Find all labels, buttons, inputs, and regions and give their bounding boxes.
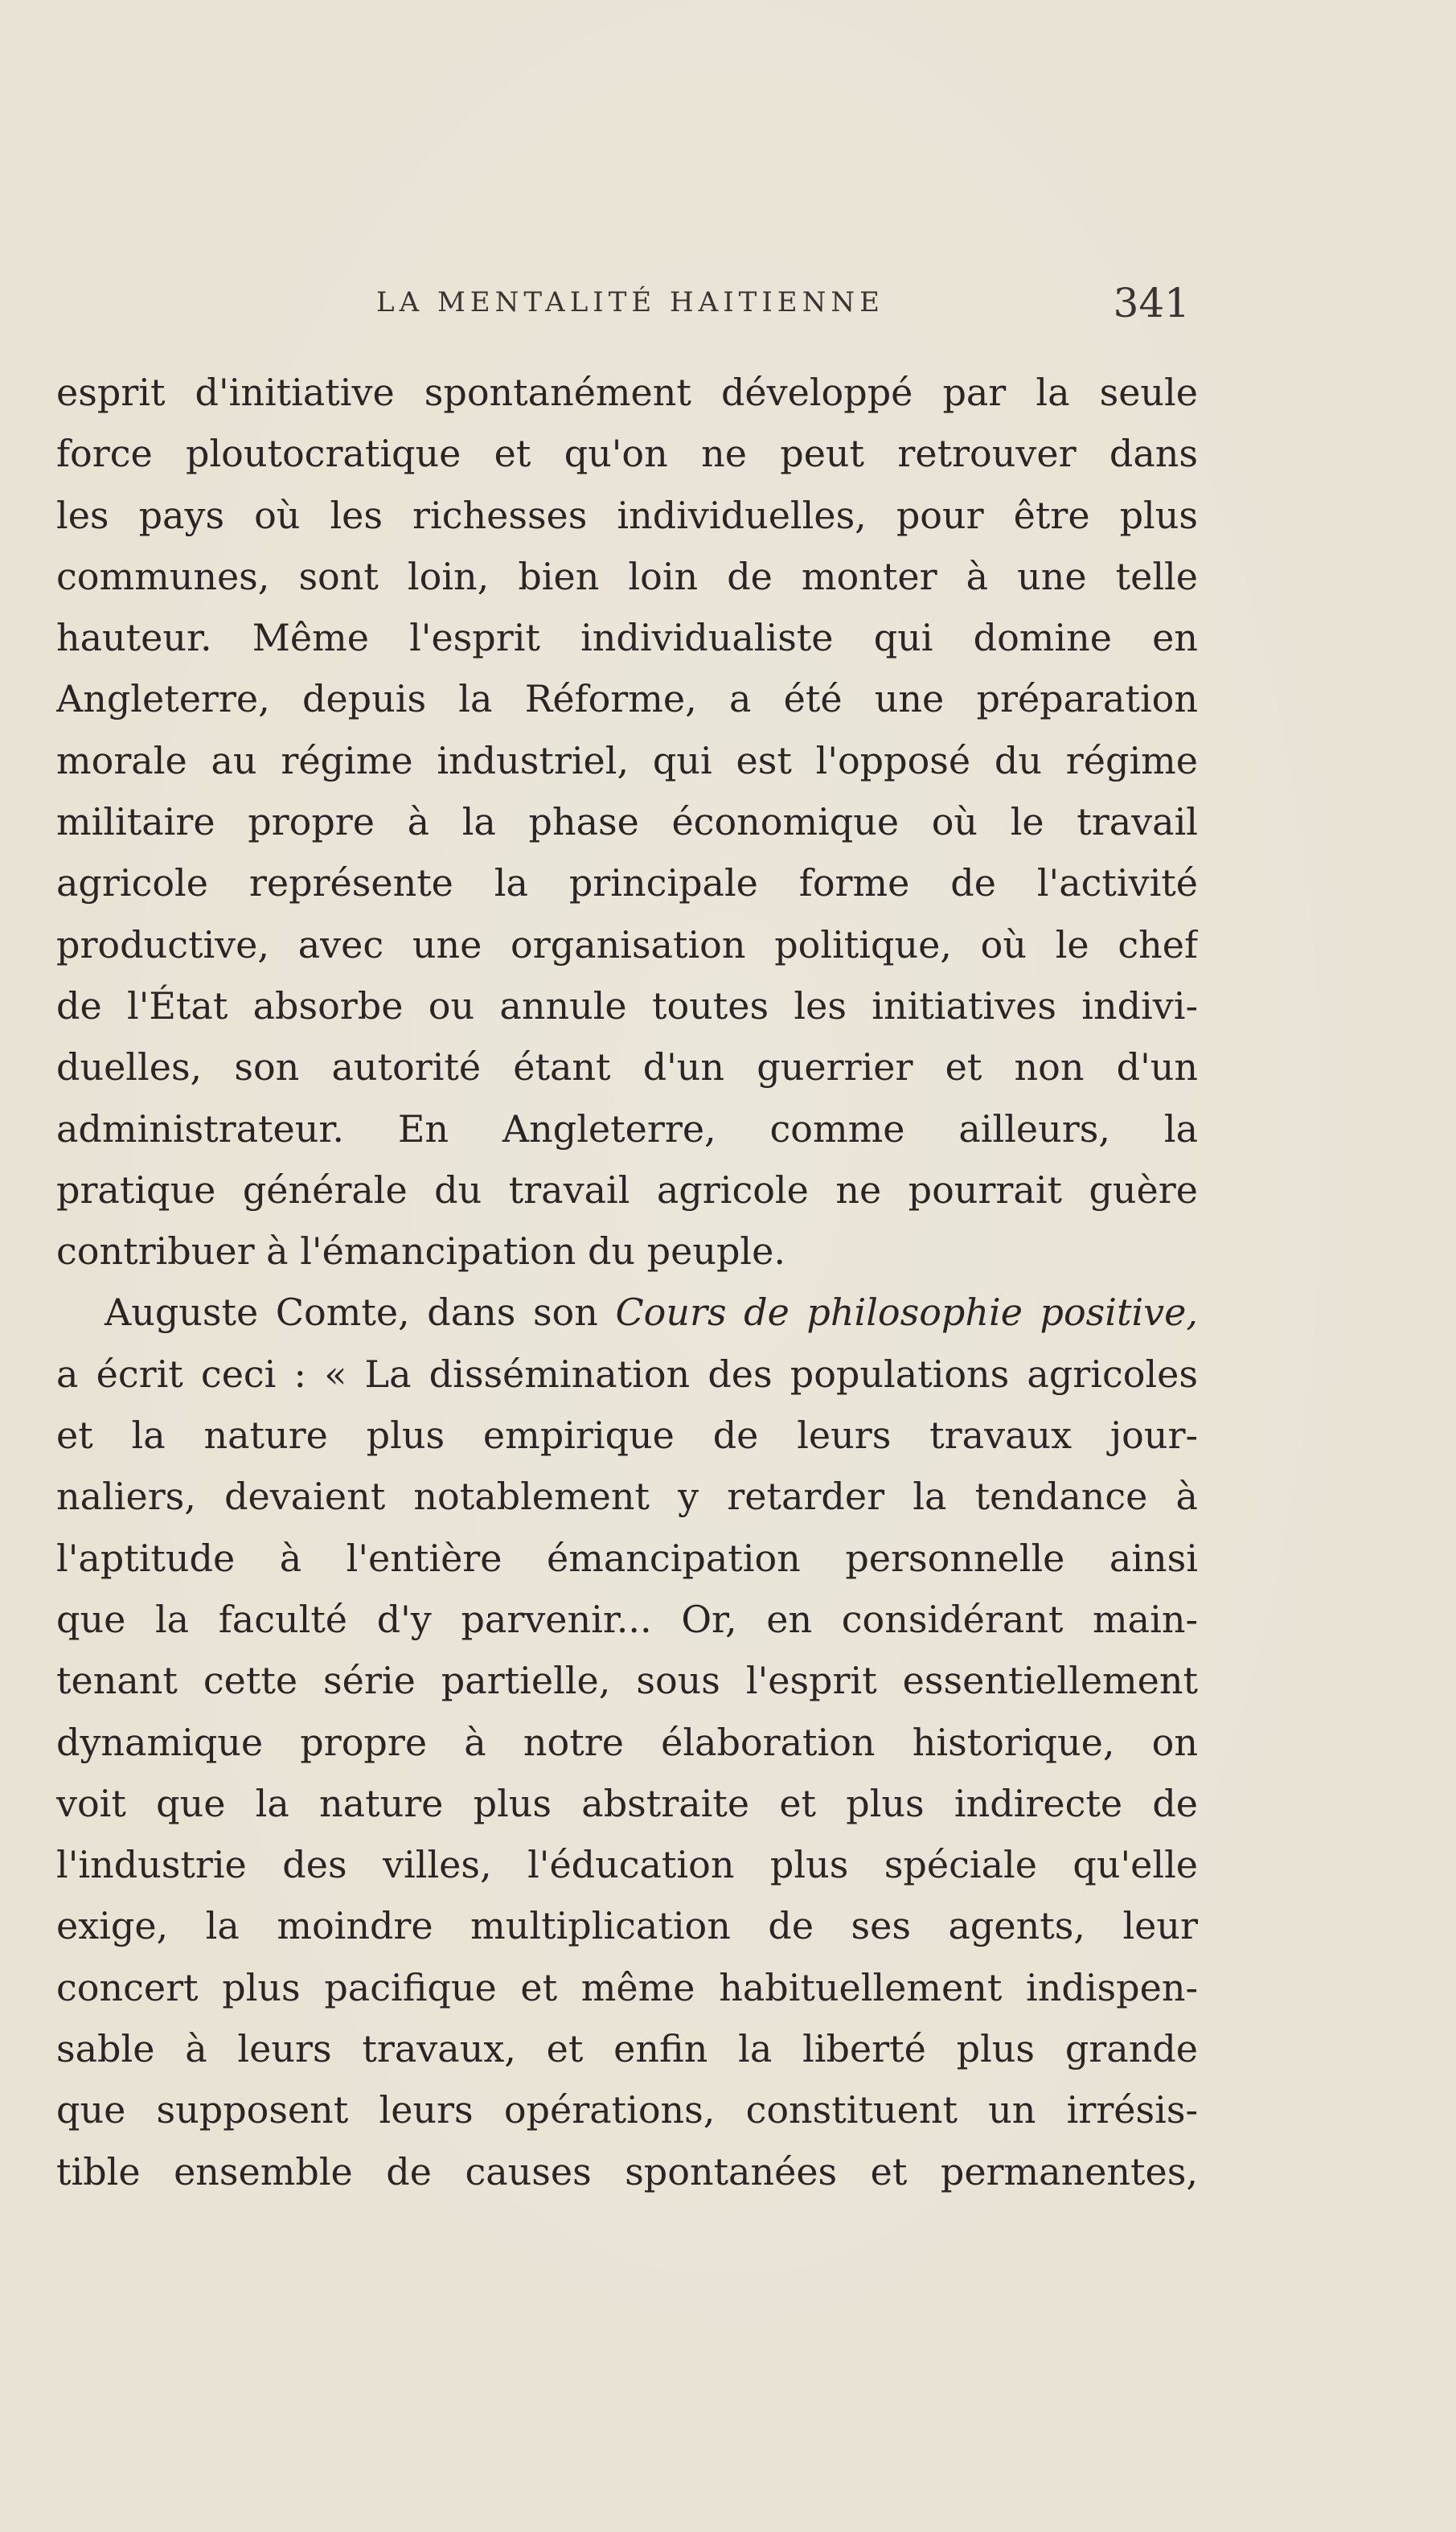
paragraph-1 — [56, 362, 1198, 1282]
page-header — [376, 280, 1190, 328]
text-line: exige, la moindre multiplication de ses agents, leur — [56, 1904, 1198, 1948]
text-line: de l'État absorbe ou annule toutes les initiatives indivi- — [56, 983, 1198, 1028]
text-run: Auguste Comte, dans son — [105, 1291, 616, 1335]
text-line: duelles, son autorité étant d'un guerrier et non d'un — [56, 1045, 1198, 1090]
text-line: que la faculté d'y parvenir... Or, en considérant main- — [56, 1597, 1198, 1641]
text-line: administrateur. En Angleterre, comme ailleurs, la — [56, 1106, 1198, 1151]
text-line: productive, avec une organisation politique, où le chef — [56, 922, 1198, 966]
text-line: naliers, devaient notablement y retarder la tendance à — [56, 1475, 1198, 1519]
paragraph-2 — [56, 1282, 1198, 2202]
text-line: que supposent leurs opérations, constituent un irrésis- — [56, 2088, 1198, 2132]
text-line: l'aptitude à l'entière émancipation personnelle ainsi — [56, 1536, 1198, 1580]
text-line: esprit d'initiative spontanément développé par la seule — [56, 371, 1198, 414]
text-line: force ploutocratique et qu'on ne peut retrouver dans — [56, 432, 1198, 476]
text-line: communes, sont loin, bien loin de monter à une telle — [56, 554, 1198, 598]
text-line: et la nature plus empirique de leurs travaux jour- — [56, 1414, 1198, 1458]
text-line: l'industrie des villes, l'éducation plus spéciale qu'elle — [56, 1843, 1198, 1887]
text-line: agricole représente la principale forme de l'activité — [56, 861, 1198, 905]
text-line: les pays où les richesses individuelles, pour être plus — [56, 493, 1198, 537]
body-text — [56, 362, 1198, 2202]
text-line: hauteur. Même l'esprit individualiste qui domine en — [56, 616, 1198, 660]
text-line: voit que la nature plus abstraite et plus indirecte de — [56, 1781, 1198, 1825]
text-line: contribuer à l'émancipation du peuple. — [56, 1229, 785, 1274]
text-line: a écrit ceci : « La dissémination des populations agricoles — [56, 1352, 1198, 1396]
text-line: dynamique propre à notre élaboration historique, on — [56, 1720, 1198, 1764]
running-title: LA MENTALITÉ HAITIENNE — [376, 286, 884, 318]
text-line: Angleterre, depuis la Réforme, a été une préparation — [56, 677, 1198, 721]
text-line: pratique générale du travail agricole ne pourrait guère — [56, 1168, 1198, 1212]
text-line: militaire propre à la phase économique où le travail — [56, 800, 1198, 844]
text-line: tenant cette série partielle, sous l'esprit essentiellement — [56, 1659, 1198, 1703]
text-line: tible ensemble de causes spontanées et permanentes, — [56, 2149, 1198, 2193]
text-line: morale au régime industriel, qui est l'opposé du régime — [56, 738, 1198, 782]
text-line: concert plus pacifique et même habituellement indispen- — [56, 1965, 1198, 2009]
book-title: Cours de philosophie positive, — [615, 1291, 1198, 1335]
text-line: sable à leurs travaux, et enfin la liberté plus grande — [56, 2027, 1198, 2071]
text-line — [56, 1282, 1198, 1343]
page-number: 341 — [1113, 280, 1190, 326]
